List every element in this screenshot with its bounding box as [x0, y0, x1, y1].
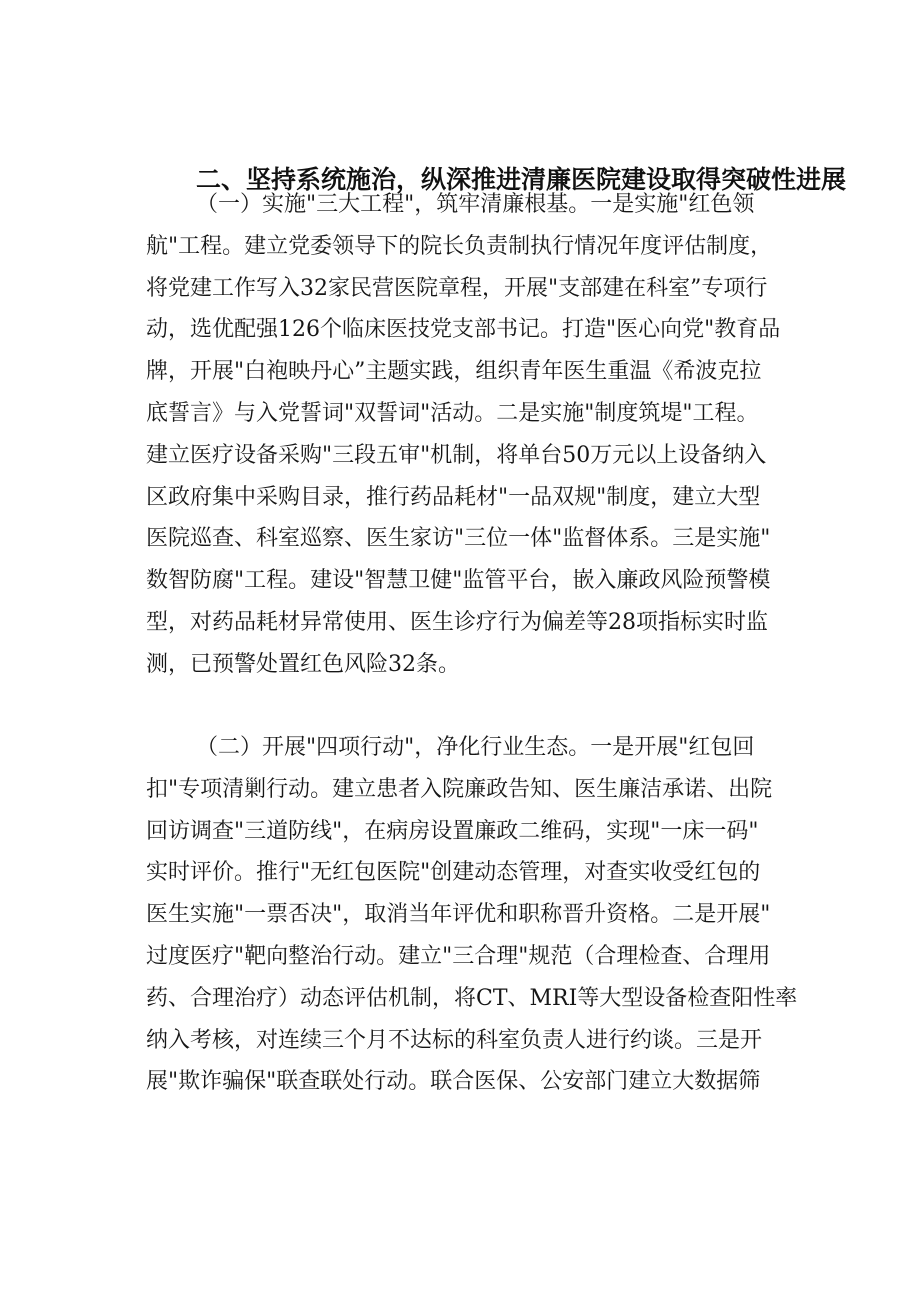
- paragraph-section-1: [146, 184, 802, 686]
- text-line: 将党建工作写入32家民营医院章程，开展"支部建在科室”专项行: [146, 275, 768, 301]
- text-line: 药、合理治疗）动态评估机制，将CT、MRI等大型设备检查阳性率: [146, 985, 798, 1011]
- text-line: 牌，开展"白袍映丹心”主题实践，组织青年医生重温《希波克拉: [146, 359, 762, 385]
- text-line: 区政府集中采购目录，推行药品耗材"一品双规"制度，建立大型: [146, 484, 761, 510]
- paragraph-section-2: [146, 727, 802, 1103]
- text-line: 扣"专项清剿行动。建立患者入院廉政告知、医生廉洁承诺、出院: [146, 776, 773, 802]
- text-line: 医生实施"一票否决"，取消当年评优和职称晋升资格。二是开展": [146, 902, 771, 928]
- text-line: 过度医疗"靶向整治行动。建立"三合理"规范（合理检查、合理用: [146, 943, 771, 969]
- text-line: 实时评价。推行"无红包医院"创建动态管理，对查实收受红包的: [146, 860, 761, 886]
- text-line: 航"工程。建立党委领导下的院长负责制执行情况年度评估制度，: [146, 233, 773, 259]
- text-line: 回访调查"三道防线"，在病房设置廉政二维码，实现"一床一码": [146, 818, 759, 844]
- text-line: 测，已预警处置红色风险32条。: [146, 651, 460, 677]
- text-line: （二）开展"四项行动"，净化行业生态。一是开展"红包回: [196, 735, 755, 760]
- text-line: 数智防腐"工程。建设"智慧卫健"监管平台，嵌入廉政风险预警模: [146, 568, 771, 594]
- text-line: 医院巡查、科室巡察、医生家访"三位一体"监督体系。三是实施": [146, 526, 771, 552]
- text-line: （一）实施"三大工程"，筑牢清廉根基。一是实施"红色领: [196, 192, 755, 217]
- text-line: 建立医疗设备采购"三段五审"机制，将单台50万元以上设备纳入: [146, 442, 767, 468]
- text-line: 动，选优配强126个临床医技党支部书记。打造"医心向党"教育品: [146, 317, 781, 343]
- text-line: 型，对药品耗材异常使用、医生诊疗行为偏差等28项指标实时监: [146, 609, 768, 635]
- text-line: 纳入考核，对连续三个月不达标的科室负责人进行约谈。三是开: [146, 1027, 763, 1053]
- text-line: 底誓言》与入党誓词"双誓词"活动。二是实施"制度筑堤"工程。: [146, 400, 759, 426]
- section-heading: 二、坚持系统施治，纵深推进清廉医院建设取得突破性进展: [196, 165, 847, 194]
- text-line: 展"欺诈骗保"联查联处行动。联合医保、公安部门建立大数据筛: [146, 1069, 761, 1095]
